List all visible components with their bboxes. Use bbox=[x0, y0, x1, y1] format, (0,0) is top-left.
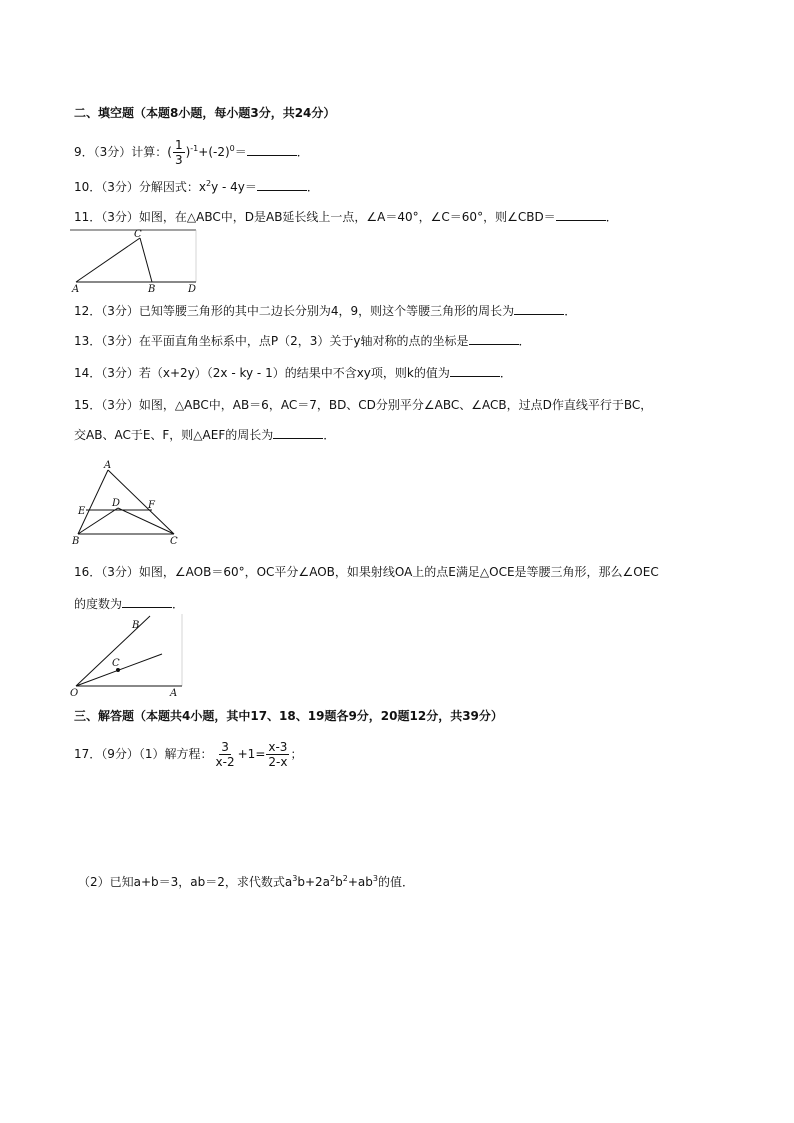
question-17-part-2: （2）已知a+b＝3，ab＝2，求代数式$a^3b+2a^2b^2+ab^3$的值． bbox=[78, 874, 414, 889]
question-14: 14．（3分）若（x+2y）（2x - ky - 1）的结果中不含xy项，则k的值为 ． bbox=[74, 366, 512, 380]
label-a: A bbox=[170, 688, 178, 699]
answer-blank[interactable] bbox=[122, 595, 172, 608]
question-15-line-1: 15．（3分）如图，△ABC中，AB＝6，AC＝7，BD、CD分别平分∠ABC、∠ACB，过点D作直线平行于BC， bbox=[74, 398, 653, 412]
label-c: C bbox=[170, 536, 178, 547]
figure-q11-triangle bbox=[70, 228, 200, 294]
question-16-line-1: 16．（3分）如图，∠AOB＝60°，OC平分∠AOB，如果射线OA上的点E满足△OCE是等腰三角形，那么∠OEC bbox=[74, 565, 659, 579]
label-f: F bbox=[148, 500, 155, 511]
question-16-line-2: 的度数为 ． bbox=[74, 597, 185, 611]
label-c: C bbox=[112, 658, 120, 669]
question-9: 9．（3分）计算：( $\frac{1}{3}$ )$^{-1}+(-2)^0=$ ． bbox=[74, 138, 309, 167]
fraction: $\frac{3}{x-2}$ bbox=[215, 740, 235, 769]
section-3-heading: 三、解答题（本题共4小题，其中17、18、19题各9分，20题12分，共39分） bbox=[74, 709, 503, 723]
answer-blank[interactable] bbox=[469, 332, 519, 345]
answer-blank[interactable] bbox=[514, 302, 564, 315]
label-b: B bbox=[148, 284, 156, 295]
label-d: D bbox=[112, 498, 121, 509]
label-d: D bbox=[188, 284, 197, 295]
fraction: $\frac{x-3}{2-x}$ bbox=[268, 740, 288, 769]
answer-blank[interactable] bbox=[257, 178, 307, 191]
question-17-part-1: 17．（9分）（1）解方程： $\frac{3}{x-2}$ +1= $\frac{x-3}{2-x}$ ； bbox=[74, 740, 303, 769]
figure-q16-angle bbox=[70, 614, 186, 699]
answer-blank[interactable] bbox=[247, 143, 297, 156]
question-13: 13．（3分）在平面直角坐标系中，点P（2，3）关于y轴对称的点的坐标是 ． bbox=[74, 334, 531, 348]
label-c: C bbox=[134, 229, 142, 240]
question-12: 12．（3分）已知等腰三角形的其中二边长分别为4，9，则这个等腰三角形的周长为 ． bbox=[74, 304, 577, 318]
question-10: 10．（3分）分解因式：$x^2y - 4y=$ ． bbox=[74, 179, 319, 194]
label-a: A bbox=[72, 284, 80, 295]
answer-blank[interactable] bbox=[450, 364, 500, 377]
figure-q15-triangle bbox=[72, 460, 182, 546]
label-b: B bbox=[72, 536, 80, 547]
section-2-heading: 二、填空题（本题8小题，每小题3分，共24分） bbox=[74, 106, 336, 120]
fraction: $\frac{1}{3}$ bbox=[174, 138, 183, 167]
label-b: B bbox=[132, 620, 140, 631]
question-15-line-2: 交AB、AC于E、F，则△AEF的周长为 ． bbox=[74, 428, 336, 442]
label-a: A bbox=[104, 460, 112, 471]
answer-blank[interactable] bbox=[273, 426, 323, 439]
question-11: 11．（3分）如图，在△ABC中，D是AB延长线上一点，∠A＝40°，∠C＝60°，则∠CBD＝ ． bbox=[74, 210, 618, 224]
label-o: O bbox=[70, 688, 79, 699]
label-e: E bbox=[78, 506, 86, 517]
answer-blank[interactable] bbox=[556, 208, 606, 221]
